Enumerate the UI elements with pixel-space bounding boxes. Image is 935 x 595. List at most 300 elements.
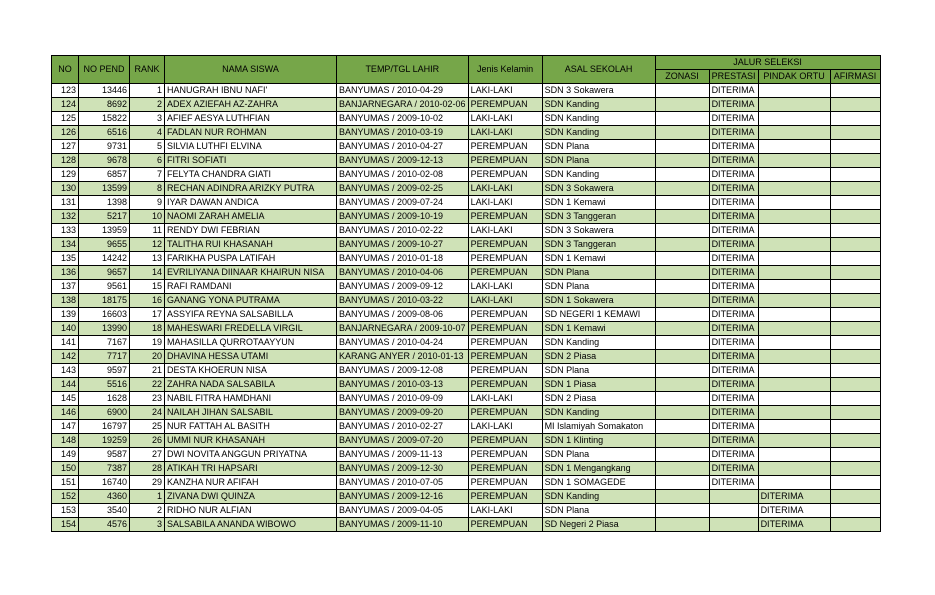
cell-temp-tgl-lahir: BANYUMAS / 2010-09-09	[337, 392, 469, 406]
cell-rank: 1	[130, 84, 165, 98]
cell-nama-siswa: DWI NOVITA ANGGUN PRIYATNA	[165, 448, 337, 462]
cell-no: 123	[52, 84, 79, 98]
cell-rank: 1	[130, 490, 165, 504]
cell-pindak-ortu	[758, 224, 830, 238]
cell-nama-siswa: AFIEF AESYA LUTHFIAN	[165, 112, 337, 126]
cell-pindak-ortu	[758, 266, 830, 280]
cell-rank: 20	[130, 350, 165, 364]
cell-zonasi	[655, 462, 709, 476]
cell-temp-tgl-lahir: BANYUMAS / 2010-03-22	[337, 294, 469, 308]
cell-afirmasi	[830, 490, 880, 504]
cell-no-pend: 18175	[79, 294, 130, 308]
cell-prestasi: DITERIMA	[709, 112, 758, 126]
cell-nama-siswa: EVRILIYANA DIINAAR KHAIRUN NISA	[165, 266, 337, 280]
cell-pindak-ortu	[758, 434, 830, 448]
table-row	[52, 308, 881, 322]
cell-afirmasi	[830, 112, 880, 126]
cell-afirmasi	[830, 504, 880, 518]
header-afirmasi: AFIRMASI	[830, 70, 880, 84]
cell-no: 139	[52, 308, 79, 322]
cell-rank: 12	[130, 238, 165, 252]
cell-prestasi: DITERIMA	[709, 224, 758, 238]
cell-prestasi	[709, 518, 758, 532]
cell-jenis-kelamin: PEREMPUAN	[468, 448, 542, 462]
cell-afirmasi	[830, 350, 880, 364]
table-body	[52, 84, 881, 532]
cell-temp-tgl-lahir: BANYUMAS / 2009-10-19	[337, 210, 469, 224]
cell-prestasi: DITERIMA	[709, 84, 758, 98]
table-row	[52, 322, 881, 336]
table-row	[52, 252, 881, 266]
cell-pindak-ortu	[758, 322, 830, 336]
cell-no-pend: 13599	[79, 182, 130, 196]
cell-rank: 9	[130, 196, 165, 210]
cell-prestasi: DITERIMA	[709, 434, 758, 448]
cell-temp-tgl-lahir: BANYUMAS / 2009-12-16	[337, 490, 469, 504]
cell-zonasi	[655, 378, 709, 392]
cell-pindak-ortu	[758, 238, 830, 252]
cell-zonasi	[655, 112, 709, 126]
cell-nama-siswa: DESTA KHOERUN NISA	[165, 364, 337, 378]
cell-prestasi: DITERIMA	[709, 196, 758, 210]
cell-prestasi: DITERIMA	[709, 448, 758, 462]
cell-rank: 4	[130, 126, 165, 140]
cell-zonasi	[655, 364, 709, 378]
cell-pindak-ortu	[758, 392, 830, 406]
cell-rank: 28	[130, 462, 165, 476]
cell-nama-siswa: MAHESWARI FREDELLA VIRGIL	[165, 322, 337, 336]
cell-no-pend: 15822	[79, 112, 130, 126]
cell-pindak-ortu	[758, 378, 830, 392]
cell-nama-siswa: HANUGRAH IBNU NAFI'	[165, 84, 337, 98]
table-row	[52, 112, 881, 126]
cell-jenis-kelamin: PEREMPUAN	[468, 238, 542, 252]
cell-zonasi	[655, 350, 709, 364]
cell-zonasi	[655, 448, 709, 462]
cell-zonasi	[655, 238, 709, 252]
cell-jenis-kelamin: PEREMPUAN	[468, 476, 542, 490]
cell-nama-siswa: RECHAN ADINDRA ARIZKY PUTRA	[165, 182, 337, 196]
cell-asal-sekolah: SDN 2 Piasa	[542, 392, 655, 406]
cell-zonasi	[655, 182, 709, 196]
cell-no-pend: 16603	[79, 308, 130, 322]
header-nama-siswa: NAMA SISWA	[165, 56, 337, 84]
cell-afirmasi	[830, 462, 880, 476]
cell-prestasi: DITERIMA	[709, 210, 758, 224]
cell-prestasi: DITERIMA	[709, 364, 758, 378]
cell-temp-tgl-lahir: BANYUMAS / 2009-09-12	[337, 280, 469, 294]
cell-rank: 29	[130, 476, 165, 490]
cell-nama-siswa: RIDHO NUR ALFIAN	[165, 504, 337, 518]
cell-zonasi	[655, 406, 709, 420]
cell-no: 138	[52, 294, 79, 308]
cell-rank: 3	[130, 112, 165, 126]
cell-prestasi: DITERIMA	[709, 252, 758, 266]
cell-no: 142	[52, 350, 79, 364]
cell-pindak-ortu	[758, 462, 830, 476]
cell-temp-tgl-lahir: BANYUMAS / 2010-03-13	[337, 378, 469, 392]
cell-afirmasi	[830, 308, 880, 322]
cell-temp-tgl-lahir: BANYUMAS / 2009-07-24	[337, 196, 469, 210]
cell-pindak-ortu	[758, 448, 830, 462]
cell-pindak-ortu	[758, 196, 830, 210]
cell-zonasi	[655, 252, 709, 266]
cell-asal-sekolah: SD NEGERI 1 KEMAWI	[542, 308, 655, 322]
cell-rank: 11	[130, 224, 165, 238]
cell-asal-sekolah: SDN Plana	[542, 280, 655, 294]
cell-temp-tgl-lahir: BANYUMAS / 2009-12-30	[337, 462, 469, 476]
cell-asal-sekolah: SDN 3 Tanggeran	[542, 238, 655, 252]
cell-asal-sekolah: SDN Plana	[542, 364, 655, 378]
cell-temp-tgl-lahir: BANYUMAS / 2009-12-08	[337, 364, 469, 378]
cell-prestasi: DITERIMA	[709, 322, 758, 336]
cell-no-pend: 19259	[79, 434, 130, 448]
cell-jenis-kelamin: PEREMPUAN	[468, 154, 542, 168]
header-no-pend: NO PEND	[79, 56, 130, 84]
cell-jenis-kelamin: PEREMPUAN	[468, 140, 542, 154]
cell-pindak-ortu	[758, 308, 830, 322]
cell-no-pend: 1628	[79, 392, 130, 406]
cell-pindak-ortu	[758, 476, 830, 490]
header-zonasi: ZONASI	[655, 70, 709, 84]
cell-nama-siswa: FITRI SOFIATI	[165, 154, 337, 168]
cell-afirmasi	[830, 140, 880, 154]
cell-rank: 27	[130, 448, 165, 462]
table-row	[52, 196, 881, 210]
cell-no: 143	[52, 364, 79, 378]
cell-temp-tgl-lahir: BANYUMAS / 2010-02-27	[337, 420, 469, 434]
table-row	[52, 476, 881, 490]
cell-pindak-ortu	[758, 84, 830, 98]
cell-asal-sekolah: SDN 1 Kemawi	[542, 196, 655, 210]
cell-no-pend: 9587	[79, 448, 130, 462]
table-row	[52, 182, 881, 196]
cell-no: 130	[52, 182, 79, 196]
header-asal-sekolah: ASAL SEKOLAH	[542, 56, 655, 84]
cell-jenis-kelamin: LAKI-LAKI	[468, 112, 542, 126]
cell-zonasi	[655, 490, 709, 504]
cell-prestasi: DITERIMA	[709, 294, 758, 308]
cell-nama-siswa: RAFI RAMDANI	[165, 280, 337, 294]
table-row	[52, 490, 881, 504]
cell-no-pend: 6900	[79, 406, 130, 420]
table-row	[52, 84, 881, 98]
cell-zonasi	[655, 294, 709, 308]
cell-zonasi	[655, 168, 709, 182]
cell-asal-sekolah: SDN 3 Sokawera	[542, 84, 655, 98]
cell-rank: 6	[130, 154, 165, 168]
table-row	[52, 210, 881, 224]
cell-rank: 5	[130, 140, 165, 154]
cell-nama-siswa: IYAR DAWAN ANDICA	[165, 196, 337, 210]
cell-nama-siswa: MAHASILLA QURROTAAYYUN	[165, 336, 337, 350]
cell-no-pend: 6516	[79, 126, 130, 140]
selection-results-table	[51, 55, 881, 532]
cell-prestasi: DITERIMA	[709, 98, 758, 112]
cell-asal-sekolah: SDN 1 Kemawi	[542, 252, 655, 266]
cell-no-pend: 9597	[79, 364, 130, 378]
cell-rank: 24	[130, 406, 165, 420]
cell-pindak-ortu	[758, 168, 830, 182]
cell-afirmasi	[830, 224, 880, 238]
header-pindak-ortu: PINDAK ORTU	[758, 70, 830, 84]
table-header	[52, 56, 881, 84]
cell-afirmasi	[830, 434, 880, 448]
table-row	[52, 350, 881, 364]
cell-no-pend: 13446	[79, 84, 130, 98]
cell-rank: 25	[130, 420, 165, 434]
cell-afirmasi	[830, 448, 880, 462]
cell-temp-tgl-lahir: BANYUMAS / 2009-08-06	[337, 308, 469, 322]
header-rank: RANK	[130, 56, 165, 84]
cell-rank: 10	[130, 210, 165, 224]
cell-prestasi: DITERIMA	[709, 350, 758, 364]
cell-jenis-kelamin: LAKI-LAKI	[468, 196, 542, 210]
cell-zonasi	[655, 126, 709, 140]
cell-jenis-kelamin: PEREMPUAN	[468, 406, 542, 420]
cell-no-pend: 9657	[79, 266, 130, 280]
cell-pindak-ortu	[758, 420, 830, 434]
cell-temp-tgl-lahir: BANYUMAS / 2010-01-18	[337, 252, 469, 266]
cell-pindak-ortu	[758, 126, 830, 140]
cell-temp-tgl-lahir: BANYUMAS / 2009-11-10	[337, 518, 469, 532]
cell-nama-siswa: GANANG YONA PUTRAMA	[165, 294, 337, 308]
cell-jenis-kelamin: PEREMPUAN	[468, 350, 542, 364]
cell-afirmasi	[830, 98, 880, 112]
cell-prestasi: DITERIMA	[709, 378, 758, 392]
cell-asal-sekolah: SDN 3 Sokawera	[542, 182, 655, 196]
cell-temp-tgl-lahir: BANYUMAS / 2009-07-20	[337, 434, 469, 448]
cell-temp-tgl-lahir: BANJARNEGARA / 2009-10-07	[337, 322, 469, 336]
cell-asal-sekolah: SDN 1 Kemawi	[542, 322, 655, 336]
cell-no-pend: 5217	[79, 210, 130, 224]
cell-pindak-ortu	[758, 154, 830, 168]
header-jenis-kelamin: Jenis Kelamin	[468, 56, 542, 84]
cell-no-pend: 7387	[79, 462, 130, 476]
cell-rank: 18	[130, 322, 165, 336]
cell-asal-sekolah: SDN 1 Sokawera	[542, 294, 655, 308]
header-jalur-seleksi: JALUR SELEKSI	[655, 56, 880, 70]
cell-temp-tgl-lahir: BANYUMAS / 2010-04-24	[337, 336, 469, 350]
cell-asal-sekolah: SDN Plana	[542, 448, 655, 462]
cell-afirmasi	[830, 420, 880, 434]
cell-jenis-kelamin: PEREMPUAN	[468, 308, 542, 322]
cell-afirmasi	[830, 378, 880, 392]
cell-no-pend: 9731	[79, 140, 130, 154]
cell-prestasi: DITERIMA	[709, 182, 758, 196]
cell-asal-sekolah: MI Islamiyah Somakaton	[542, 420, 655, 434]
cell-no-pend: 7717	[79, 350, 130, 364]
cell-asal-sekolah: SDN 1 SOMAGEDE	[542, 476, 655, 490]
cell-no: 140	[52, 322, 79, 336]
cell-afirmasi	[830, 238, 880, 252]
cell-zonasi	[655, 140, 709, 154]
cell-prestasi: DITERIMA	[709, 308, 758, 322]
cell-afirmasi	[830, 210, 880, 224]
cell-temp-tgl-lahir: BANYUMAS / 2009-10-27	[337, 238, 469, 252]
table-row	[52, 336, 881, 350]
cell-pindak-ortu	[758, 350, 830, 364]
cell-afirmasi	[830, 406, 880, 420]
cell-zonasi	[655, 308, 709, 322]
cell-zonasi	[655, 476, 709, 490]
cell-no: 148	[52, 434, 79, 448]
cell-no-pend: 3540	[79, 504, 130, 518]
cell-jenis-kelamin: PEREMPUAN	[468, 210, 542, 224]
cell-afirmasi	[830, 168, 880, 182]
cell-afirmasi	[830, 322, 880, 336]
cell-jenis-kelamin: LAKI-LAKI	[468, 84, 542, 98]
cell-jenis-kelamin: PEREMPUAN	[468, 434, 542, 448]
cell-afirmasi	[830, 154, 880, 168]
cell-asal-sekolah: SDN Kanding	[542, 112, 655, 126]
cell-rank: 19	[130, 336, 165, 350]
cell-no-pend: 5516	[79, 378, 130, 392]
cell-zonasi	[655, 224, 709, 238]
cell-prestasi: DITERIMA	[709, 238, 758, 252]
cell-temp-tgl-lahir: BANYUMAS / 2010-02-08	[337, 168, 469, 182]
cell-jenis-kelamin: LAKI-LAKI	[468, 280, 542, 294]
table-row	[52, 224, 881, 238]
table-row	[52, 420, 881, 434]
cell-no-pend: 8692	[79, 98, 130, 112]
cell-nama-siswa: DHAVINA HESSA UTAMI	[165, 350, 337, 364]
cell-pindak-ortu	[758, 252, 830, 266]
cell-asal-sekolah: SDN Kanding	[542, 98, 655, 112]
cell-rank: 15	[130, 280, 165, 294]
cell-no: 125	[52, 112, 79, 126]
cell-no-pend: 1398	[79, 196, 130, 210]
cell-no-pend: 16740	[79, 476, 130, 490]
cell-rank: 16	[130, 294, 165, 308]
cell-prestasi: DITERIMA	[709, 476, 758, 490]
cell-jenis-kelamin: LAKI-LAKI	[468, 126, 542, 140]
table-row	[52, 392, 881, 406]
cell-nama-siswa: KANZHA NUR AFIFAH	[165, 476, 337, 490]
cell-no: 137	[52, 280, 79, 294]
cell-prestasi: DITERIMA	[709, 126, 758, 140]
cell-temp-tgl-lahir: BANYUMAS / 2009-11-13	[337, 448, 469, 462]
table-row	[52, 378, 881, 392]
cell-zonasi	[655, 154, 709, 168]
cell-asal-sekolah: SDN Kanding	[542, 126, 655, 140]
cell-pindak-ortu	[758, 98, 830, 112]
cell-asal-sekolah: SDN Kanding	[542, 336, 655, 350]
cell-afirmasi	[830, 476, 880, 490]
cell-jenis-kelamin: PEREMPUAN	[468, 490, 542, 504]
cell-prestasi: DITERIMA	[709, 280, 758, 294]
table-row	[52, 98, 881, 112]
cell-no-pend: 9678	[79, 154, 130, 168]
cell-pindak-ortu	[758, 406, 830, 420]
cell-nama-siswa: FADLAN NUR ROHMAN	[165, 126, 337, 140]
cell-jenis-kelamin: PEREMPUAN	[468, 322, 542, 336]
table-row	[52, 462, 881, 476]
cell-no: 133	[52, 224, 79, 238]
cell-afirmasi	[830, 518, 880, 532]
table-row	[52, 518, 881, 532]
cell-no: 141	[52, 336, 79, 350]
cell-no: 126	[52, 126, 79, 140]
cell-nama-siswa: SALSABILA ANANDA WIBOWO	[165, 518, 337, 532]
cell-asal-sekolah: SDN 3 Tanggeran	[542, 210, 655, 224]
cell-temp-tgl-lahir: KARANG ANYER / 2010-01-13	[337, 350, 469, 364]
cell-afirmasi	[830, 196, 880, 210]
cell-no: 151	[52, 476, 79, 490]
cell-jenis-kelamin: PEREMPUAN	[468, 266, 542, 280]
table-row	[52, 140, 881, 154]
table-row	[52, 434, 881, 448]
cell-no-pend: 13990	[79, 322, 130, 336]
table-row	[52, 168, 881, 182]
cell-jenis-kelamin: PEREMPUAN	[468, 252, 542, 266]
cell-no: 152	[52, 490, 79, 504]
cell-temp-tgl-lahir: BANYUMAS / 2009-10-02	[337, 112, 469, 126]
cell-no: 135	[52, 252, 79, 266]
cell-rank: 3	[130, 518, 165, 532]
cell-prestasi: DITERIMA	[709, 154, 758, 168]
cell-zonasi	[655, 336, 709, 350]
cell-no: 147	[52, 420, 79, 434]
cell-pindak-ortu: DITERIMA	[758, 490, 830, 504]
cell-nama-siswa: TALITHA RUI KHASANAH	[165, 238, 337, 252]
cell-asal-sekolah: SDN Plana	[542, 266, 655, 280]
cell-nama-siswa: ASSYIFA REYNA SALSABILLA	[165, 308, 337, 322]
cell-asal-sekolah: SDN 3 Sokawera	[542, 224, 655, 238]
cell-pindak-ortu	[758, 280, 830, 294]
header-no: NO	[52, 56, 79, 84]
cell-jenis-kelamin: LAKI-LAKI	[468, 182, 542, 196]
cell-prestasi: DITERIMA	[709, 392, 758, 406]
cell-jenis-kelamin: PEREMPUAN	[468, 378, 542, 392]
cell-jenis-kelamin: LAKI-LAKI	[468, 420, 542, 434]
cell-zonasi	[655, 84, 709, 98]
cell-rank: 23	[130, 392, 165, 406]
header-prestasi: PRESTASI	[709, 70, 758, 84]
cell-nama-siswa: NABIL FITRA HAMDHANI	[165, 392, 337, 406]
cell-no-pend: 4576	[79, 518, 130, 532]
cell-prestasi: DITERIMA	[709, 406, 758, 420]
cell-nama-siswa: FELYTA CHANDRA GIATI	[165, 168, 337, 182]
cell-temp-tgl-lahir: BANYUMAS / 2010-03-19	[337, 126, 469, 140]
cell-prestasi: DITERIMA	[709, 266, 758, 280]
cell-zonasi	[655, 266, 709, 280]
cell-asal-sekolah: SDN Kanding	[542, 490, 655, 504]
cell-pindak-ortu	[758, 364, 830, 378]
table-row	[52, 238, 881, 252]
cell-prestasi: DITERIMA	[709, 168, 758, 182]
cell-jenis-kelamin: LAKI-LAKI	[468, 392, 542, 406]
cell-rank: 26	[130, 434, 165, 448]
cell-asal-sekolah: SDN Plana	[542, 154, 655, 168]
table-row	[52, 448, 881, 462]
cell-zonasi	[655, 280, 709, 294]
cell-no: 154	[52, 518, 79, 532]
cell-no-pend: 9561	[79, 280, 130, 294]
table-row	[52, 266, 881, 280]
cell-rank: 13	[130, 252, 165, 266]
table-row	[52, 154, 881, 168]
header-temp-tgl-lahir: TEMP/TGL LAHIR	[337, 56, 469, 84]
cell-nama-siswa: ZIVANA DWI QUINZA	[165, 490, 337, 504]
cell-zonasi	[655, 420, 709, 434]
cell-asal-sekolah: SDN 1 Mengangkang	[542, 462, 655, 476]
cell-no: 128	[52, 154, 79, 168]
cell-jenis-kelamin: PEREMPUAN	[468, 518, 542, 532]
cell-zonasi	[655, 434, 709, 448]
cell-nama-siswa: RENDY DWI FEBRIAN	[165, 224, 337, 238]
cell-no-pend: 13959	[79, 224, 130, 238]
